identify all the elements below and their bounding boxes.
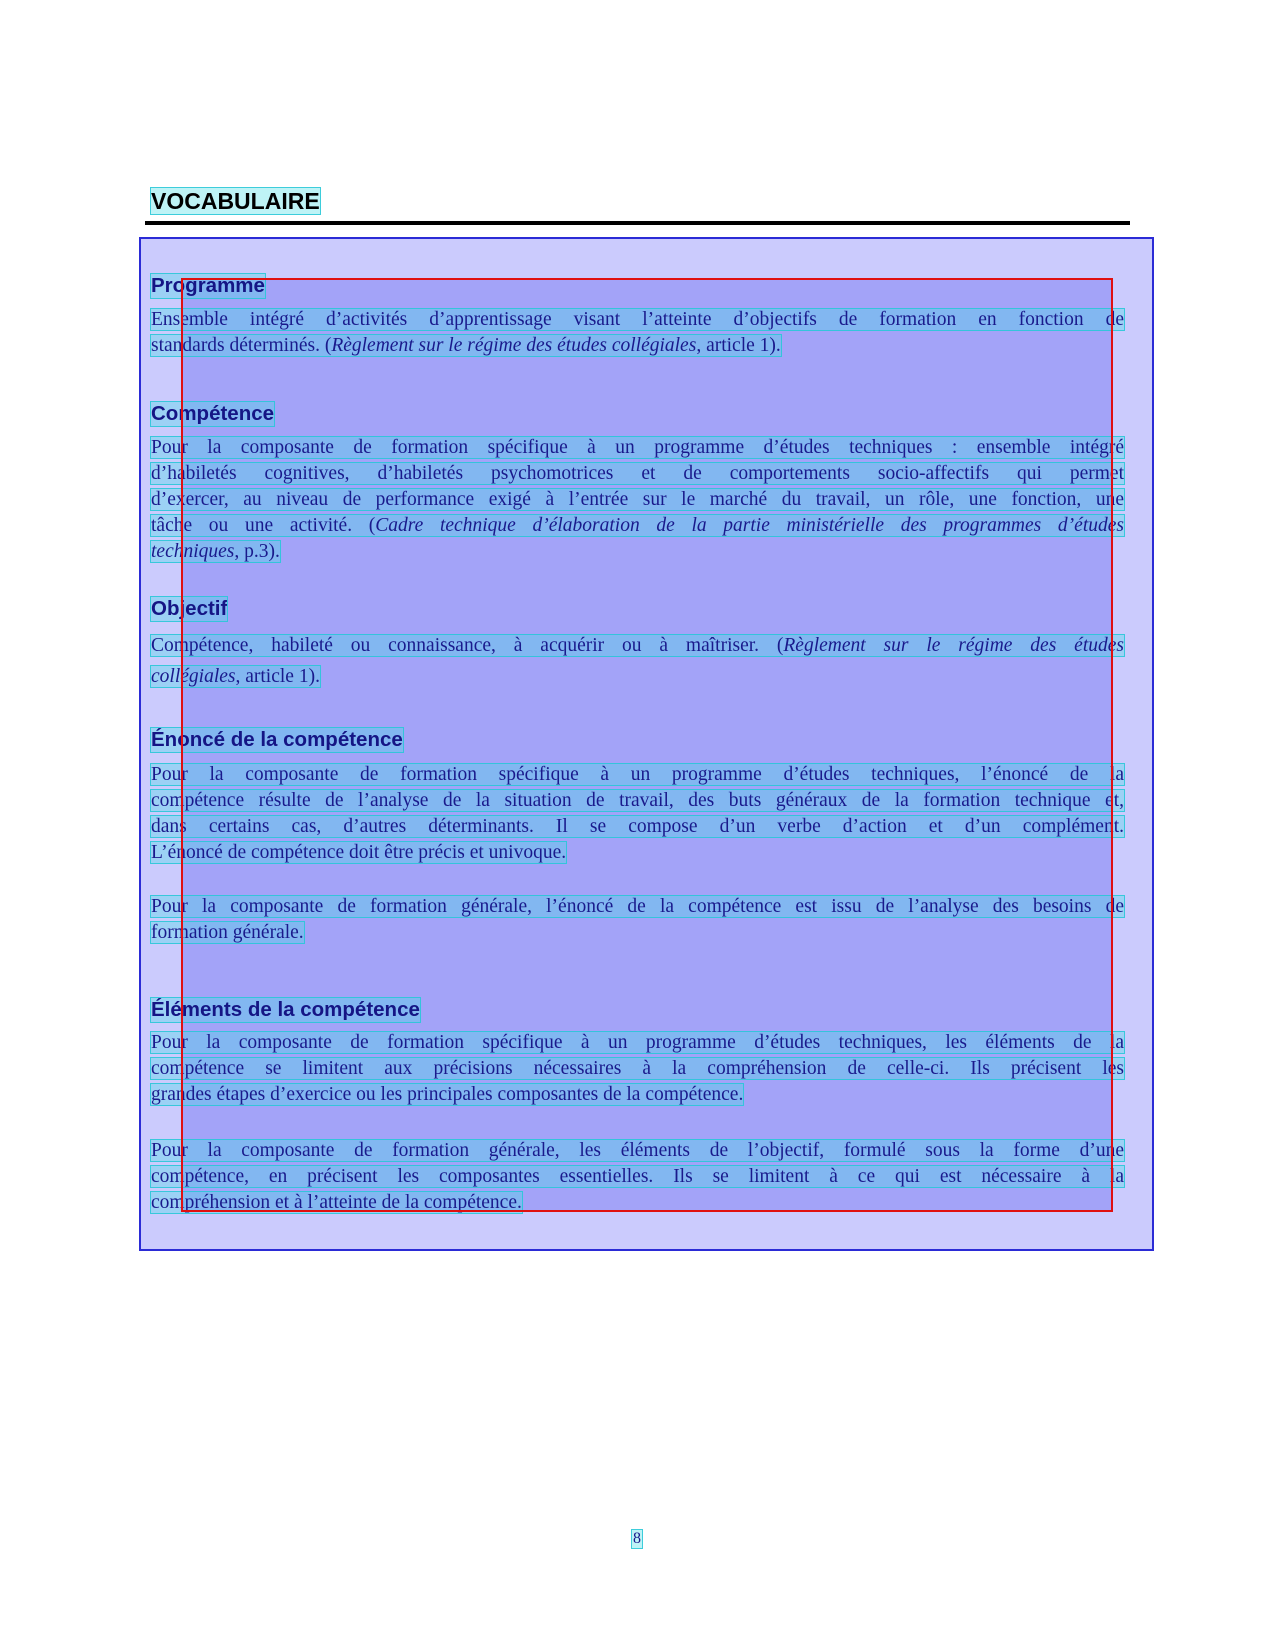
text-line: Pour la composante de formation spécifique à un programme d’études techniques, l’énoncé de la xyxy=(151,764,1124,785)
text-line: Compétence, habileté ou connaissance, à acquérir ou à maîtriser. (Règlement sur le régime des études xyxy=(151,635,1124,656)
programme-definition xyxy=(151,309,1124,361)
text-line: grandes étapes d’exercice ou les principales composantes de la compétence. xyxy=(151,1084,744,1105)
text-line: d’exercer, au niveau de performance exigé à l’entrée sur le marché du travail, un rôle, une fonction, une xyxy=(151,489,1124,510)
source-reference: Cadre technique d’élaboration de la partie ministérielle des programmes d’études xyxy=(375,515,1124,536)
text-line: compétence résulte de l’analyse de la situation de travail, des buts généraux de la formation technique et, xyxy=(151,790,1124,811)
page-title: VOCABULAIRE xyxy=(151,188,320,214)
source-reference-continued: techniques xyxy=(151,541,235,562)
text-line: Pour la composante de formation spécifique à un programme d’études techniques : ensemble intégré xyxy=(151,437,1124,458)
text-line: Pour la composante de formation générale, les éléments de l’objectif, formulé sous la forme d’une xyxy=(151,1140,1124,1161)
text-line: d’habiletés cognitives, d’habiletés psychomotrices et de comportements socio-affectifs qui permet xyxy=(151,463,1124,484)
text-line: compétence, en précisent les composantes essentielles. Ils se limitent à ce qui est nécessaire à la xyxy=(151,1166,1124,1187)
text-line: L’énoncé de compétence doit être précis et univoque. xyxy=(151,842,567,863)
text-line: compréhension et à l’atteinte de la compétence. xyxy=(151,1192,522,1213)
source-reference-continued: collégiales xyxy=(151,666,236,687)
text-line: Pour la composante de formation spécifique à un programme d’études techniques, les éléments de la xyxy=(151,1032,1124,1053)
text-line: collégiales, article 1). xyxy=(151,666,320,687)
enonce-paragraph-specific xyxy=(151,764,1124,868)
text-line: dans certains cas, d’autres déterminants. Il se compose d’un verbe d’action et d’un complément. xyxy=(151,816,1124,837)
text-line: Ensemble intégré d’activités d’apprentissage visant l’atteinte d’objectifs de formation en fonction de xyxy=(151,309,1124,330)
source-reference: Règlement sur le régime des études collégiales xyxy=(331,335,697,356)
section-heading-elements: Éléments de la compétence xyxy=(151,998,420,1021)
source-reference: Règlement sur le régime des études xyxy=(783,635,1124,656)
section-heading-objectif: Objectif xyxy=(151,597,228,620)
section-heading-competence: Compétence xyxy=(151,402,275,425)
page-number: 8 xyxy=(633,1530,641,1547)
section-heading-programme: Programme xyxy=(151,274,265,297)
elements-paragraph-general xyxy=(151,1140,1124,1218)
text-line: formation générale. xyxy=(151,922,304,943)
text-line: techniques, p.3). xyxy=(151,541,280,562)
title-rule xyxy=(145,221,1130,225)
text-line: Pour la composante de formation générale, l’énoncé de la compétence est issu de l’analyse des besoins de xyxy=(151,896,1124,917)
objectif-definition xyxy=(151,635,1124,697)
competence-definition xyxy=(151,437,1124,567)
section-heading-enonce: Énoncé de la compétence xyxy=(151,728,403,751)
elements-paragraph-specific xyxy=(151,1032,1124,1110)
text-line: tâche ou une activité. (Cadre technique d’élaboration de la partie ministérielle des programmes d’études xyxy=(151,515,1124,536)
enonce-paragraph-general xyxy=(151,896,1124,948)
text-line: compétence se limitent aux précisions nécessaires à la compréhension de celle-ci. Ils précisent les xyxy=(151,1058,1124,1079)
text-line: standards déterminés. (Règlement sur le régime des études collégiales, article 1). xyxy=(151,335,781,356)
